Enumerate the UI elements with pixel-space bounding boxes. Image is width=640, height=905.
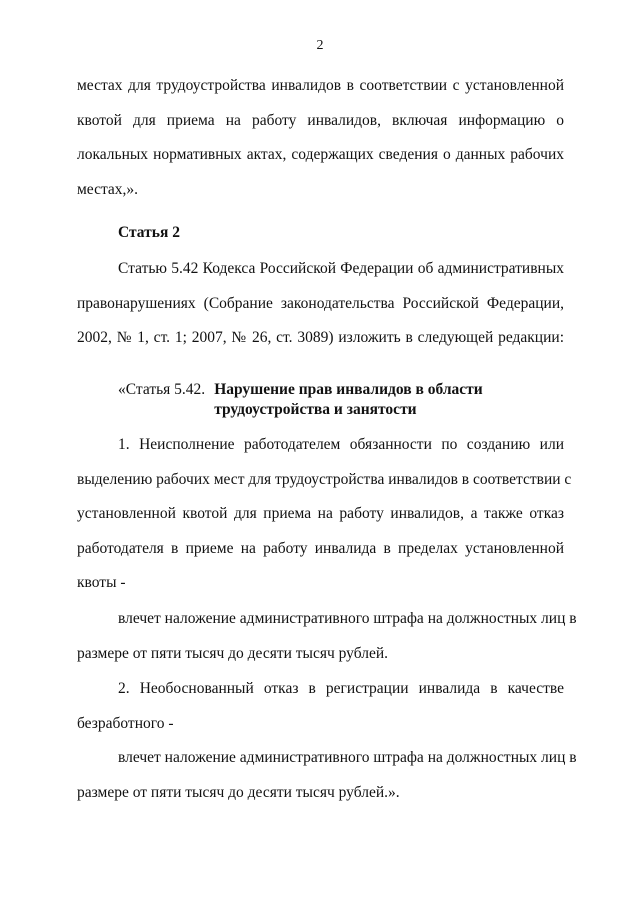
text-line: безработного - — [77, 714, 174, 732]
article2-section — [77, 216, 564, 251]
text-line: правонарушениях (Собрание законодательства Российской Федерации, — [77, 294, 564, 312]
article542-title-line: Нарушение прав инвалидов в области — [214, 381, 483, 398]
article2-heading: Статья 2 — [118, 224, 180, 241]
text-line: Статью 5.42 Кодекса Российской Федерации об административных — [118, 260, 564, 277]
article542-heading — [77, 380, 564, 420]
page-number: 2 — [316, 38, 324, 53]
part1-penalty — [77, 602, 577, 671]
part1-paragraph — [77, 428, 572, 601]
article542-number: «Статья 5.42. — [118, 381, 206, 398]
text-line: местах,». — [77, 180, 139, 198]
intro-paragraph — [77, 69, 564, 207]
text-line: влечет наложение административного штрафа на должностных лиц в — [118, 610, 577, 627]
text-line: влечет наложение административного штрафа на должностных лиц в — [118, 749, 577, 766]
part2-paragraph — [77, 672, 564, 741]
article542-title — [214, 380, 483, 420]
text-line: размере от пяти тысяч до десяти тысяч рублей.». — [77, 783, 400, 801]
text-line: выделению рабочих мест для трудоустройства инвалидов в соответствии с — [77, 470, 572, 488]
text-line: местах для трудоустройства инвалидов в соответствии с установленной — [77, 77, 564, 94]
article542-title-line: трудоустройства и занятости — [214, 401, 417, 418]
text-line: 2. Необоснованный отказ в регистрации инвалида в качестве — [118, 680, 564, 697]
text-line: работодателя в приеме на работу инвалида в пределах установленной — [77, 539, 564, 557]
text-line: 1. Неисполнение работодателем обязанности по созданию или — [118, 436, 564, 453]
text-line: локальных нормативных актах, содержащих сведения о данных рабочих — [77, 146, 564, 164]
part2-penalty — [77, 741, 577, 810]
text-line: 2002, № 1, ст. 1; 2007, № 26, ст. 3089) изложить в следующей редакции: — [77, 329, 564, 347]
text-line: квотой для приема на работу инвалидов, включая информацию о — [77, 111, 564, 129]
text-line: квоты - — [77, 574, 126, 592]
text-line: установленной квотой для приема на работу инвалидов, а также отказ — [77, 505, 564, 523]
text-line: размере от пяти тысяч до десяти тысяч рублей. — [77, 644, 389, 662]
article2-paragraph — [77, 252, 564, 356]
